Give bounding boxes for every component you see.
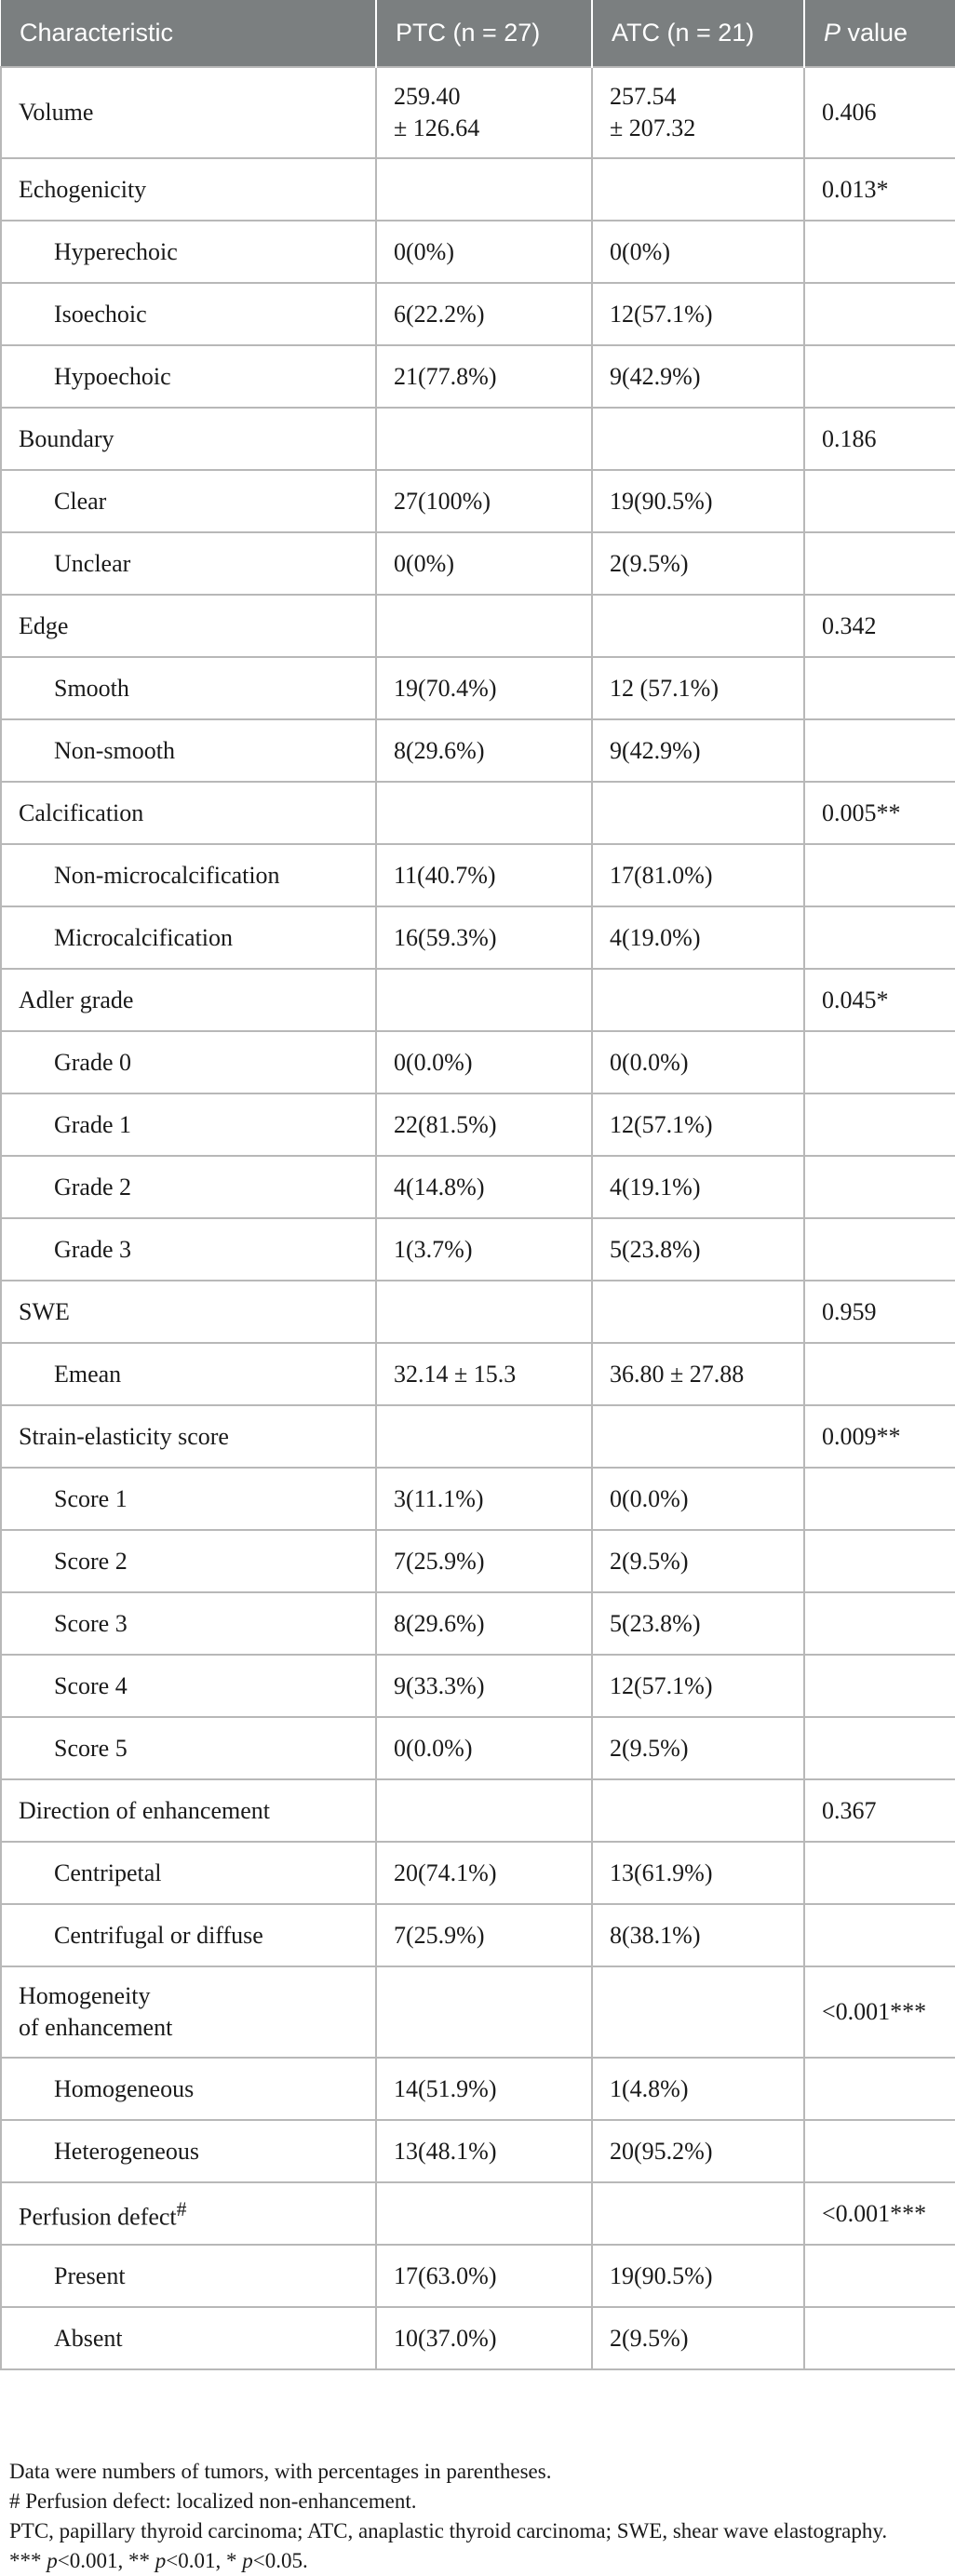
table-row: [1, 2120, 955, 2182]
row-label: Score 1: [1, 1468, 376, 1530]
p-value-cell: <0.001***: [804, 1966, 955, 2058]
row-label: Score 2: [1, 1530, 376, 1592]
ptc-cell: [376, 1966, 592, 2058]
p-value-cell: 0.186: [804, 408, 955, 470]
ptc-cell: 17(63.0%): [376, 2245, 592, 2307]
table-row: [1, 470, 955, 532]
atc-cell: [592, 2182, 804, 2245]
table-row: [1, 1966, 955, 2058]
row-label: Heterogeneous: [1, 2120, 376, 2182]
table-row: [1, 1468, 955, 1530]
p-value-cell: [804, 221, 955, 283]
atc-cell: 36.80 ± 27.88: [592, 1343, 804, 1405]
header-ptc: PTC (n = 27): [376, 0, 592, 67]
row-label: Non-microcalcification: [1, 844, 376, 906]
p-value-cell: [804, 1218, 955, 1281]
ptc-cell: 32.14 ± 15.3: [376, 1343, 592, 1405]
ptc-cell: 4(14.8%): [376, 1156, 592, 1218]
ptc-cell: 27(100%): [376, 470, 592, 532]
table-row: [1, 1904, 955, 1966]
header-p-letter: P: [824, 19, 841, 47]
p-value-cell: 0.045*: [804, 969, 955, 1031]
p-value-cell: 0.342: [804, 595, 955, 657]
p-value-cell: 0.367: [804, 1779, 955, 1842]
atc-cell: 2(9.5%): [592, 1717, 804, 1779]
footnote-abbreviations: PTC, papillary thyroid carcinoma; ATC, anaplastic thyroid carcinoma; SWE, shear wave elastography.: [9, 2519, 888, 2542]
p-value-cell: [804, 1655, 955, 1717]
atc-sd: ± 207.32: [610, 114, 696, 141]
row-label-text: Perfusion defect: [19, 2203, 177, 2231]
footnote-significance: [9, 2546, 946, 2576]
p-value-cell: [804, 719, 955, 782]
p-value-cell: 0.959: [804, 1281, 955, 1343]
row-label: Non-smooth: [1, 719, 376, 782]
row-label: Grade 2: [1, 1156, 376, 1218]
ptc-cell: 13(48.1%): [376, 2120, 592, 2182]
p-value-cell: [804, 906, 955, 969]
p-value-cell: [804, 1156, 955, 1218]
ptc-cell: [376, 1281, 592, 1343]
ptc-cell: 1(3.7%): [376, 1218, 592, 1281]
table-row: [1, 782, 955, 844]
ptc-cell: 7(25.9%): [376, 1530, 592, 1592]
ptc-mean: 259.40: [394, 83, 461, 110]
header-characteristic: Characteristic: [1, 0, 376, 67]
p-value-cell: [804, 1592, 955, 1655]
ptc-cell: 9(33.3%): [376, 1655, 592, 1717]
table-row: [1, 2245, 955, 2307]
row-label: Grade 3: [1, 1218, 376, 1281]
row-label: Echogenicity: [1, 158, 376, 221]
table-row: [1, 844, 955, 906]
ptc-cell: 21(77.8%): [376, 345, 592, 408]
atc-cell: 0(0.0%): [592, 1031, 804, 1093]
atc-cell: 9(42.9%): [592, 345, 804, 408]
sig-level1: <0.001, **: [57, 2549, 155, 2572]
atc-cell: 12(57.1%): [592, 283, 804, 345]
table-row: [1, 1031, 955, 1093]
atc-cell: [592, 67, 804, 158]
row-label: Grade 1: [1, 1093, 376, 1156]
atc-cell: 8(38.1%): [592, 1904, 804, 1966]
sig-p1: p: [47, 2549, 58, 2572]
table-row: [1, 221, 955, 283]
atc-cell: 12(57.1%): [592, 1655, 804, 1717]
ptc-cell: 11(40.7%): [376, 844, 592, 906]
atc-cell: 4(19.1%): [592, 1156, 804, 1218]
ptc-cell: [376, 782, 592, 844]
ptc-cell: [376, 158, 592, 221]
table-row: [1, 1343, 955, 1405]
p-value-cell: <0.001***: [804, 2182, 955, 2245]
table-footnotes: [9, 2457, 946, 2576]
row-label: SWE: [1, 1281, 376, 1343]
atc-cell: [592, 969, 804, 1031]
atc-cell: 9(42.9%): [592, 719, 804, 782]
table-row: [1, 1842, 955, 1904]
sig-three-stars: ***: [9, 2549, 47, 2572]
ptc-cell: 14(51.9%): [376, 2058, 592, 2120]
ptc-cell: 8(29.6%): [376, 1592, 592, 1655]
sig-level2: <0.01, *: [166, 2549, 243, 2572]
ptc-cell: 20(74.1%): [376, 1842, 592, 1904]
atc-cell: 13(61.9%): [592, 1842, 804, 1904]
ptc-cell: [376, 969, 592, 1031]
row-label-line2: of enhancement: [19, 2014, 173, 2041]
atc-cell: [592, 1779, 804, 1842]
table-row: [1, 1281, 955, 1343]
atc-cell: [592, 1281, 804, 1343]
table-row: [1, 1592, 955, 1655]
table-row: [1, 2182, 955, 2245]
atc-cell: 2(9.5%): [592, 2307, 804, 2369]
ptc-cell: 0(0.0%): [376, 1031, 592, 1093]
p-value-cell: [804, 532, 955, 595]
p-value-cell: 0.406: [804, 67, 955, 158]
header-atc: ATC (n = 21): [592, 0, 804, 67]
ptc-cell: 3(11.1%): [376, 1468, 592, 1530]
p-value-cell: [804, 1842, 955, 1904]
row-label: Hypoechoic: [1, 345, 376, 408]
p-value-cell: 0.009**: [804, 1405, 955, 1468]
row-label: Grade 0: [1, 1031, 376, 1093]
header-row: [1, 0, 955, 67]
atc-cell: 0(0.0%): [592, 1468, 804, 1530]
p-value-cell: [804, 1031, 955, 1093]
table-row: [1, 595, 955, 657]
p-value-cell: [804, 1093, 955, 1156]
row-label: Score 3: [1, 1592, 376, 1655]
ptc-cell: 22(81.5%): [376, 1093, 592, 1156]
p-value-cell: [804, 1468, 955, 1530]
p-value-cell: [804, 1904, 955, 1966]
atc-cell: 1(4.8%): [592, 2058, 804, 2120]
p-value-cell: [804, 657, 955, 719]
table-row: [1, 1779, 955, 1842]
table-row: [1, 1530, 955, 1592]
atc-cell: 0(0%): [592, 221, 804, 283]
table-row: [1, 1218, 955, 1281]
p-value-cell: [804, 1343, 955, 1405]
row-label-line1: Homogeneity: [19, 1982, 151, 2009]
ptc-cell: 16(59.3%): [376, 906, 592, 969]
row-label: Present: [1, 2245, 376, 2307]
sig-p3: p: [242, 2549, 253, 2572]
atc-cell: 5(23.8%): [592, 1592, 804, 1655]
atc-cell: [592, 782, 804, 844]
sig-p2: p: [155, 2549, 167, 2572]
ptc-cell: 19(70.4%): [376, 657, 592, 719]
table-row: [1, 283, 955, 345]
atc-cell: 19(90.5%): [592, 2245, 804, 2307]
atc-cell: 2(9.5%): [592, 532, 804, 595]
footnote-perfusion: # Perfusion defect: localized non-enhancement.: [9, 2489, 417, 2513]
ptc-cell: 0(0%): [376, 221, 592, 283]
row-label: [1, 2182, 376, 2245]
table-row: [1, 1655, 955, 1717]
table-row: [1, 1717, 955, 1779]
ptc-cell: 6(22.2%): [376, 283, 592, 345]
row-label: Hyperechoic: [1, 221, 376, 283]
row-label: Adler grade: [1, 969, 376, 1031]
ptc-cell: [376, 1779, 592, 1842]
atc-cell: 20(95.2%): [592, 2120, 804, 2182]
ptc-cell: 0(0.0%): [376, 1717, 592, 1779]
row-label: Score 4: [1, 1655, 376, 1717]
table-row: [1, 657, 955, 719]
row-label: Direction of enhancement: [1, 1779, 376, 1842]
footnote-data: Data were numbers of tumors, with percentages in parentheses.: [9, 2460, 552, 2483]
p-value-cell: [804, 283, 955, 345]
atc-cell: 2(9.5%): [592, 1530, 804, 1592]
ptc-cell: [376, 1405, 592, 1468]
row-label: Strain-elasticity score: [1, 1405, 376, 1468]
p-value-cell: [804, 2120, 955, 2182]
table-row: [1, 67, 955, 158]
p-value-cell: [804, 2245, 955, 2307]
row-label: Smooth: [1, 657, 376, 719]
atc-cell: [592, 1405, 804, 1468]
atc-cell: 12(57.1%): [592, 1093, 804, 1156]
ptc-cell: [376, 2182, 592, 2245]
table-row: [1, 906, 955, 969]
table-row: [1, 1156, 955, 1218]
p-value-cell: [804, 1530, 955, 1592]
atc-cell: [592, 158, 804, 221]
p-value-cell: [804, 2307, 955, 2369]
row-label: Emean: [1, 1343, 376, 1405]
p-value-cell: [804, 2058, 955, 2120]
atc-cell: [592, 595, 804, 657]
ptc-cell: 10(37.0%): [376, 2307, 592, 2369]
atc-cell: 19(90.5%): [592, 470, 804, 532]
row-label: Centripetal: [1, 1842, 376, 1904]
row-label: Boundary: [1, 408, 376, 470]
atc-cell: [592, 1966, 804, 2058]
row-label: Score 5: [1, 1717, 376, 1779]
row-label: Clear: [1, 470, 376, 532]
header-p-value: [804, 0, 955, 67]
row-label: [1, 1966, 376, 2058]
ptc-cell: 7(25.9%): [376, 1904, 592, 1966]
table-row: [1, 969, 955, 1031]
row-label: Isoechoic: [1, 283, 376, 345]
footnote-marker: #: [176, 2198, 187, 2221]
table-row: [1, 158, 955, 221]
sig-level3: <0.05.: [252, 2549, 308, 2572]
atc-cell: 5(23.8%): [592, 1218, 804, 1281]
atc-cell: 17(81.0%): [592, 844, 804, 906]
p-value-cell: [804, 844, 955, 906]
ptc-cell: [376, 408, 592, 470]
row-label: Edge: [1, 595, 376, 657]
row-label: Microcalcification: [1, 906, 376, 969]
ptc-cell: [376, 595, 592, 657]
row-label: Unclear: [1, 532, 376, 595]
table-row: [1, 345, 955, 408]
atc-cell: 4(19.0%): [592, 906, 804, 969]
ptc-sd: ± 126.64: [394, 114, 480, 141]
table-row: [1, 1093, 955, 1156]
ptc-cell: 0(0%): [376, 532, 592, 595]
table-row: [1, 719, 955, 782]
p-value-cell: 0.013*: [804, 158, 955, 221]
p-value-cell: 0.005**: [804, 782, 955, 844]
table-row: [1, 1405, 955, 1468]
row-label: Homogeneous: [1, 2058, 376, 2120]
p-value-cell: [804, 345, 955, 408]
table-row: [1, 532, 955, 595]
row-label: Volume: [1, 67, 376, 158]
table-row: [1, 408, 955, 470]
atc-cell: [592, 408, 804, 470]
ptc-cell: [376, 67, 592, 158]
p-value-cell: [804, 470, 955, 532]
atc-mean: 257.54: [610, 83, 677, 110]
table-row: [1, 2307, 955, 2369]
row-label: Calcification: [1, 782, 376, 844]
row-label: Centrifugal or diffuse: [1, 1904, 376, 1966]
atc-cell: 12 (57.1%): [592, 657, 804, 719]
row-label: Absent: [1, 2307, 376, 2369]
p-value-cell: [804, 1717, 955, 1779]
ptc-cell: 8(29.6%): [376, 719, 592, 782]
table-row: [1, 2058, 955, 2120]
header-value-word: value: [841, 19, 908, 47]
